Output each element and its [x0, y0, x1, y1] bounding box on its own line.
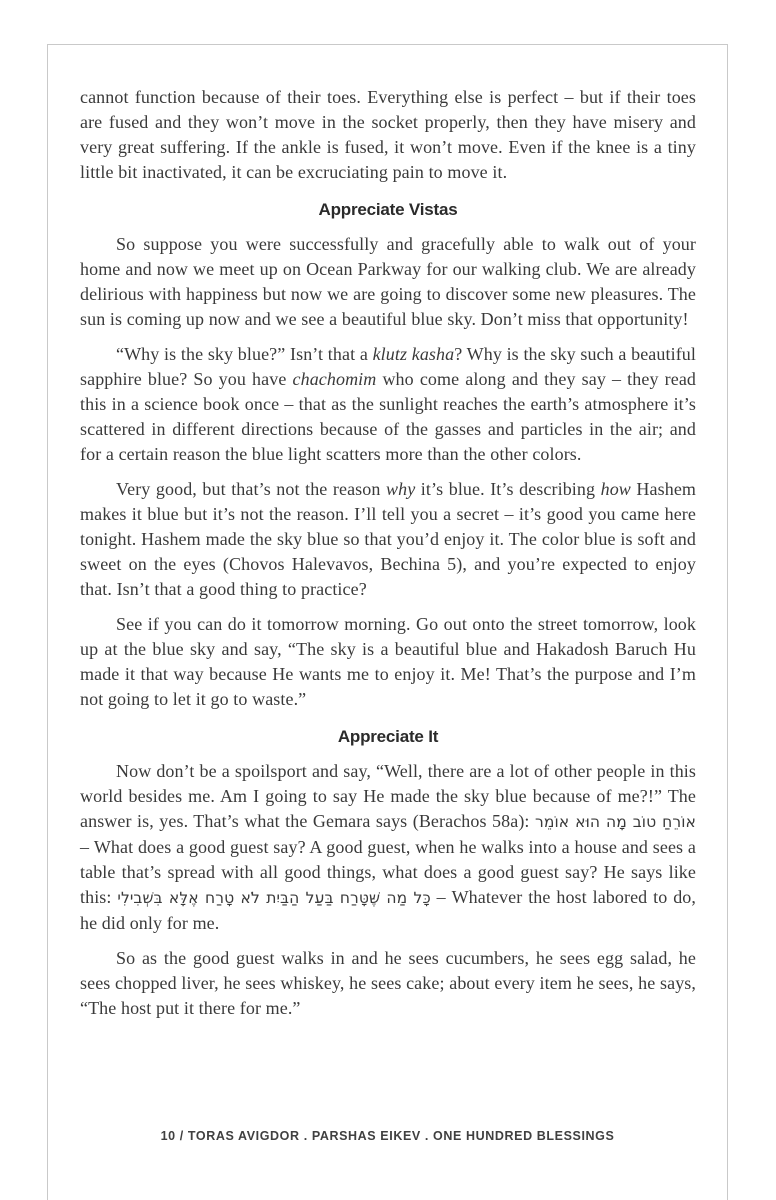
page-border-frame: [47, 44, 728, 1200]
body-paragraph: [80, 946, 696, 1021]
text-run: who come along and they say – they read this in a science book once – that as the sunlight reaches the earth’s atmosphere it’s scattered in different directions because of the gasses and particles in the air; and for a certain reason the blue light scatters more than the other colors.: [80, 369, 697, 464]
text-run: Now don’t be a spoilsport and say, “Well, there are a lot of other people in this world besides me. Am I going to say He made the sky blue because of me?!” The answer is, yes. That’s what the Gemara says (Berachos 58a):: [80, 761, 696, 831]
page-footer: [48, 1129, 727, 1143]
body-paragraph: [80, 342, 696, 467]
text-run: – What does a good guest say? A good guest, when he walks into a house and sees a table that’s spread with all good things, what does a good guest say? He says like this:: [80, 837, 696, 907]
text-run: So as the good guest walks in and he sees cucumbers, he sees egg salad, he sees chopped liver, he sees whiskey, he sees cake; about every item he sees, he says, “The host put it there for me.”: [80, 948, 696, 1018]
article-body: [48, 45, 727, 1021]
text-run: Very good, but that’s not the reason: [116, 479, 386, 499]
text-run: – Whatever the host labored to do, he did only for me.: [80, 887, 696, 933]
section-heading: Appreciate Vistas: [318, 200, 458, 219]
text-run: ? Why is the sky such a beautiful sapphire blue? So you have: [80, 344, 696, 389]
italic-text: why: [386, 479, 416, 499]
body-paragraph: [80, 477, 696, 602]
italic-text: how: [600, 479, 631, 499]
body-paragraph: [80, 759, 696, 936]
italic-text: chachomim: [292, 369, 377, 389]
text-run: it’s blue. It’s describing: [415, 479, 601, 499]
hebrew-phrase: אוֹרֵחַ טוֹב מָה הוּא אוֹמֵר: [534, 813, 696, 831]
italic-text: klutz kasha: [372, 344, 455, 364]
text-run: Hashem makes it blue but it’s not the reason. I’ll tell you a secret – it’s good you came here tonight. Hashem made the sky blue so that you’d enjoy it. The color blue is soft and sweet on the eyes (Chovos Halevavos, Bechina 5), and you’re expected to enjoy that. Isn’t that a good thing to practice?: [80, 479, 697, 599]
body-paragraph: [80, 85, 696, 185]
text-run: “Why is the sky blue?” Isn’t that a: [116, 344, 373, 364]
body-paragraph: [80, 612, 696, 712]
hebrew-phrase: כָּל מַה שֶּׁטָּרַח בַּעַל הַבַּיִת לֹא טָרַח אֶלָּא בִּשְׁבִילִי: [117, 889, 431, 907]
text-run: See if you can do it tomorrow morning. Go out onto the street tomorrow, look up at the blue sky and say, “The sky is a beautiful blue and Hakadosh Baruch Hu made it that way because He wants me to enjoy it. Me! That’s the purpose and I’m not going to let it go to waste.”: [80, 614, 696, 709]
text-run: cannot function because of their toes. Everything else is perfect – but if their toes are fused and they won’t move in the socket properly, then they have misery and very great suffering. If the ankle is fused, it won’t move. Even if the knee is a tiny little bit inactivated, it can be excruciating pain to move it.: [80, 87, 696, 182]
section-heading: Appreciate It: [337, 727, 439, 746]
footer-text: 10 / TORAS AVIGDOR . PARSHAS EIKEV . ONE HUNDRED BLESSINGS: [160, 1129, 615, 1143]
text-run: So suppose you were successfully and gracefully able to walk out of your home and now we meet up on Ocean Parkway for our walking club. We are already delirious with happiness but now we are going to discover some new pleasures. The sun is coming up now and we see a beautiful blue sky. Don’t miss that opportunity!: [80, 234, 696, 329]
body-paragraph: [80, 232, 696, 332]
